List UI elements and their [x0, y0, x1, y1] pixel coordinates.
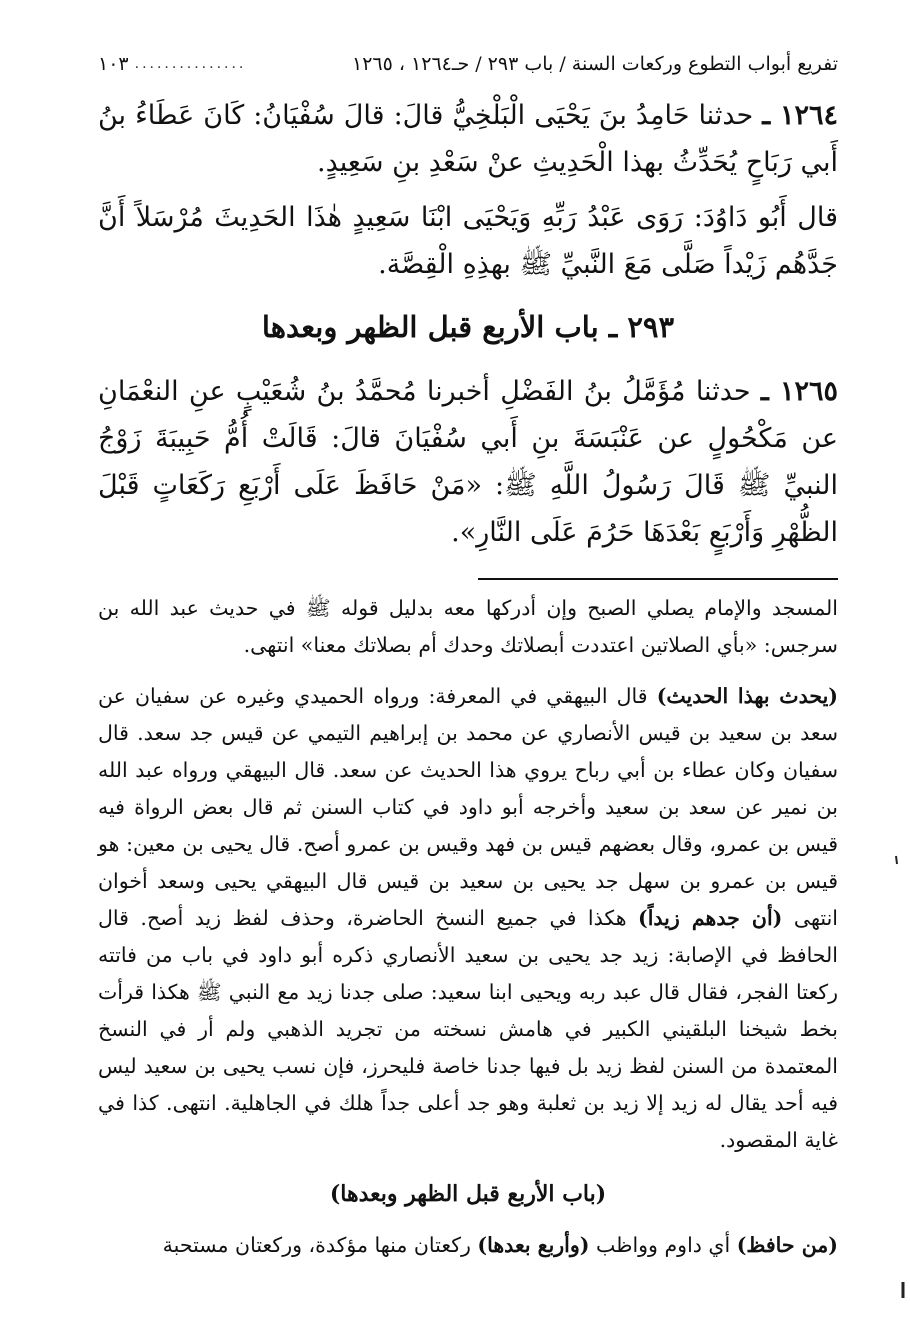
note-text-3a: أي داوم وواظب — [596, 1233, 731, 1257]
hadith-number-1265: ١٢٦٥ ـ — [760, 376, 838, 407]
hadith-1265-text: حدثنا مُؤَمَّلُ بنُ الفَضْلِ أخبرنا مُحمَّدُ بنُ شُعَيْبٍ عنِ النعْمَانِ عن مَكْحُولٍ عن عَنْبَسَةَ بنِ أَبي سُفْيَانَ قالَ: قَالَتْ أُمُّ حَبِيبَةَ زَوْجُ النبيِّ ﷺ قَالَ رَسُولُ اللَّهِ ﷺ: «مَنْ حَافَظَ عَلَى أَرْبَعِ رَكَعَاتٍ قَبْلَ الظُّهْرِ وَأَرْبَعٍ بَعْدَهَا حَرُمَ عَلَى النَّارِ». — [98, 376, 838, 548]
leader-dots: ............... — [134, 56, 247, 72]
note-text-2a: قال البيهقي في المعرفة: ورواه الحميدي وغيره عن سفيان عن سعد بن سعيد بن قيس الأنصاري عن محمد بن إبراهيم التيمي عن قيس جد سعد. قال سفيان وكان عطاء بن أبي رباح يروي هذا الحديث عن سعد. قال البيهقي ورواه عبد الله بن نمير عن سعد بن سعيد وأخرجه أبو داود في كتاب السنن ثم قال بعض الرواة فيه قيس بن عمرو، وقال بعضهم قيس بن فهد وقيس بن عمرو أصح. قال يحيى بن معين: هو قيس بن عمرو بن سهل جد يحيى بن سعيد بن قيس قال البيهقي يحيى وسعد أخوان انتهى — [98, 684, 838, 930]
note-keyword-man-hafaza: (من حافظ) — [736, 1233, 838, 1257]
page-number: ١٠٣ — [98, 53, 129, 75]
abu-dawud-comment: قال أَبُو دَاوُدَ: رَوَى عَبْدُ رَبِّهِ وَيَحْيَى ابْنَا سَعِيدٍ هٰذَا الحَدِيثَ مُرْسَلاً أَنَّ جَدَّهُم زَيْداً صَلَّى مَعَ النَّبيِّ ﷺ بهذِهِ الْقِصَّة. — [98, 202, 838, 280]
hadith-1264-text: حدثنا حَامِدُ بنَ يَحْيَى الْبَلْخِيُّ قالَ: قالَ سُفْيَانُ: كَانَ عَطَاءُ بنُ أَبي رَبَاحٍ يُحَدِّثُ بهذا الْحَدِيثِ عنْ سَعْدِ بنِ سَعِيدٍ. — [98, 100, 838, 178]
note-paragraph-1: المسجد والإمام يصلي الصبح وإن أدركها معه بدليل قوله ﷺ في حديث عبد الله بن سرجس: «بأي الصلاتين اعتددت أبصلاتك وحدك أم بصلاتك معنا» انتهى. — [98, 596, 838, 657]
note-text-3b: ركعتان منها مؤكدة، وركعتان مستحبة — [162, 1233, 471, 1257]
commentary-subheading: (باب الأربع قبل الظهر وبعدها) — [329, 1181, 607, 1207]
note-keyword-arba-badaha: (وأربع بعدها) — [477, 1233, 590, 1257]
note-keyword-yuhaddith: (يحدث بهذا الحديث) — [656, 684, 838, 708]
hadith-number-1264: ١٢٦٤ ـ — [762, 100, 839, 131]
chapter-heading-293: ٢٩٣ ـ باب الأربع قبل الظهر وبعدها — [261, 310, 675, 344]
note-keyword-jaddahum: (أن جدهم زيداً) — [638, 906, 783, 930]
running-head-title: تفريع أبواب التطوع وركعات السنة / باب ٢٩٣ / حـ١٢٦٤ ، ١٢٦٥ — [352, 53, 838, 75]
note-text-2b: هكذا في جميع النسخ الحاضرة، وحذف لفظ زيد أصح. قال الحافظ في الإصابة: زيد جد يحيى بن سعيد الأنصاري ذكره أبو داود في باب من فاتته ركعتا الفجر، فقال قال عبد ربه ويحيى ابنا سعيد: صلى جدنا زيد مع النبي ﷺ هكذا قرأت بخط شيخنا البلقيني الكبير في هامش نسخته من تجريد الذهبي ولم أر في النسخ المعتمدة من السنن لفظ زيد بل فيها جدنا خاصة فليحرز، فإن نسب يحيى بن سعيد ليس فيه أحد يقال له زيد إلا زيد بن ثعلبة وهو جد أعلى جداً هلك في الجاهلية. انتهى. كذا في غاية المقصود. — [98, 906, 838, 1152]
margin-mark-right — [896, 856, 897, 864]
